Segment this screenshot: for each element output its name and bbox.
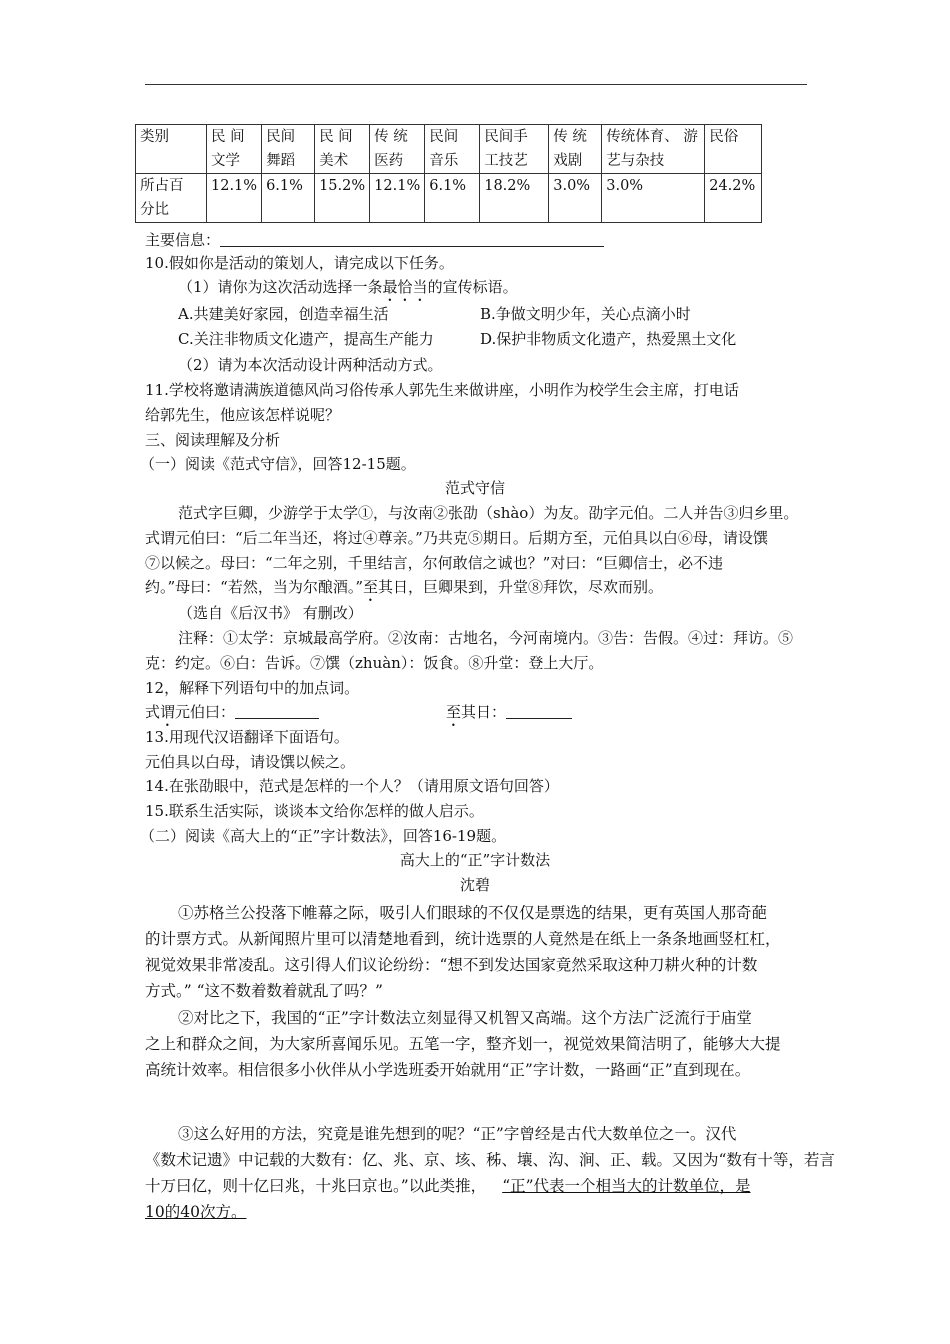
emphasis-text: 至 <box>446 703 462 721</box>
q10-stem: 10.假如你是活动的策划人，请完成以下任务。 <box>145 254 454 272</box>
passage1-text: 其日，巨卿果到，升堂⑧拜饮，尽欢而别。 <box>378 578 664 596</box>
main-info-line <box>145 229 604 251</box>
passage2-line <box>145 1201 246 1223</box>
table-cell: 6.1% <box>425 174 480 223</box>
q14: 14.在张劭眼中，范式是怎样的一个人？（请用原文语句回答） <box>145 777 559 795</box>
passage2-author: 沈碧 <box>459 876 490 894</box>
passage1-line: ⑦以候之。母曰：“二年之别，千里结言，尔何敢信之诚也？”对曰：“巨卿信士，必不违 <box>145 554 724 572</box>
passage2-line: 方式。” “这不数着数着就乱了吗？” <box>145 982 383 1000</box>
emphasis-text: 最恰当 <box>382 278 428 296</box>
q13-sentence: 元伯具以白母，请设馔以候之。 <box>145 753 356 771</box>
table-cell: 传 统 戏剧 <box>549 125 602 174</box>
q11-line1: 11.学校将邀请满族道德风尚习俗传承人郭先生来做讲座，小明作为校学生会主席，打电话 <box>145 381 739 399</box>
table-cell: 传 统 医药 <box>370 125 425 174</box>
main-info-label: 主要信息： <box>145 231 221 249</box>
q10-option-a: A.共建美好家园，创造幸福生活 <box>178 305 389 323</box>
passage2-line: 之上和群众之间，为大家所喜闻乐见。五笔一字，整齐划一，视觉效果简洁明了，能够大大提 <box>145 1035 781 1053</box>
q10-sub2: （2）请为本次活动设计两种活动方式。 <box>178 356 443 374</box>
passage2-line: 的计票方式。从新闻照片里可以清楚地看到，统计选票的人竟然是在纸上一条条地画竖杠杠， <box>145 930 781 948</box>
table-cell: 民俗 <box>705 125 762 174</box>
q15: 15.联系生活实际，谈谈本文给你怎样的做人启示。 <box>145 802 484 820</box>
q11-line2: 给郭先生，他应该怎样说呢？ <box>145 406 341 424</box>
part2-intro: （二）阅读《高大上的“正”字计数法》，回答16-19题。 <box>140 827 507 845</box>
q10-sub1-text: 的宣传标语。 <box>427 278 518 296</box>
q10-sub1 <box>178 276 518 305</box>
passage1-source: （选自《后汉书》 有删改） <box>178 604 363 622</box>
table-cell: 所占百 分比 <box>136 174 207 223</box>
header-rule <box>145 84 807 85</box>
passage1-note: 克：约定。⑥白：告诉。⑦馔（zhuàn）：饭食。⑧升堂：登上大厅。 <box>145 654 604 672</box>
part1-intro: （一）阅读《范式守信》，回答12-15题。 <box>140 455 416 473</box>
table-cell: 民 间 文学 <box>207 125 262 174</box>
table-cell: 民 间 美术 <box>315 125 370 174</box>
passage1-line: 式谓元伯曰：“后二年当还，将过④尊亲。”乃共克⑤期日。后期方至，元伯具以白⑥母，请设馔 <box>145 529 768 547</box>
passage1-text: 约。”母曰：“若然，当为尔酿酒。” <box>145 578 364 596</box>
passage2-title: 高大上的“正”字计数法 <box>399 851 551 869</box>
emphasis-text: 谓 <box>160 703 176 721</box>
category-table <box>135 124 762 223</box>
passage1-line: 范式字巨卿，少游学于太学①，与汝南②张劭（shào）为友。劭字元伯。二人并告③归乡里。 <box>178 504 799 522</box>
q10-option-c: C.关注非物质文化遗产，提高生产能力 <box>178 330 434 348</box>
q10-option-d: D.保护非物质文化遗产，热爱黑土文化 <box>480 330 737 348</box>
passage2-line: 《数术记遗》中记载的大数有：亿、兆、京、垓、秭、壤、沟、涧、正、载。又因为“数有十等，若言 <box>145 1151 835 1169</box>
table-cell: 民间手 工技艺 <box>480 125 549 174</box>
passage2-line: ③这么好用的方法，究竟是谁先想到的呢？“正”字曾经是古代大数单位之一。汉代 <box>178 1125 737 1143</box>
table-cell: 15.2% <box>315 174 370 223</box>
q12-text: 元伯曰： <box>175 703 236 721</box>
answer-blank[interactable] <box>220 232 604 247</box>
underlined-text: “正”代表一个相当大的计数单位，是 <box>502 1177 751 1195</box>
table-cell: 12.1% <box>370 174 425 223</box>
table-cell: 民间 音乐 <box>425 125 480 174</box>
q10-option-b: B.争做文明少年，关心点滴小时 <box>480 305 691 323</box>
underlined-text: 10的40次方。 <box>145 1203 247 1221</box>
table-cell: 类别 <box>136 125 207 174</box>
table-cell: 3.0% <box>549 174 602 223</box>
table-cell: 6.1% <box>262 174 315 223</box>
passage2-line: 高统计效率。相信很多小伙伴从小学选班委开始就用“正”字计数，一路画“正”直到现在。 <box>145 1061 751 1079</box>
table-row <box>136 174 762 223</box>
table-cell: 18.2% <box>480 174 549 223</box>
answer-blank[interactable] <box>235 704 319 719</box>
passage2-line: 视觉效果非常凌乱。这引得人们议论纷纷：“想不到发达国家竟然采取这种刀耕火种的计数 <box>145 956 758 974</box>
passage1-line <box>145 576 663 605</box>
table-cell: 12.1% <box>207 174 262 223</box>
q12-item-b <box>446 701 572 730</box>
table-row <box>136 125 762 174</box>
passage1-note: 注释：①太学：京城最高学府。②汝南：古地名，今河南境内。③告：告假。④过：拜访。⑤ <box>178 629 794 647</box>
passage2-line: ②对比之下，我国的“正”字计数法立刻显得又机智又高端。这个方法广泛流行于庙堂 <box>178 1009 752 1027</box>
passage1-title: 范式守信 <box>444 479 505 497</box>
passage2-text: 十万曰亿，则十亿曰兆，十兆曰京也。”以此类推， <box>145 1177 487 1195</box>
q12-text: 其日： <box>461 703 507 721</box>
q12-text: 式 <box>145 703 161 721</box>
table-cell: 传统体育、 游艺与杂技 <box>602 125 705 174</box>
q12-stem: 12，解释下列语句中的加点词。 <box>145 679 360 697</box>
emphasis-text: 至 <box>363 578 379 596</box>
table-cell: 民间 舞蹈 <box>262 125 315 174</box>
table-cell: 24.2% <box>705 174 762 223</box>
section-3-heading: 三、阅读理解及分析 <box>145 431 281 449</box>
answer-blank[interactable] <box>506 704 572 719</box>
q13-stem: 13.用现代汉语翻译下面语句。 <box>145 728 349 746</box>
passage2-line <box>145 1175 751 1197</box>
q10-sub1-text: （1）请你为这次活动选择一条 <box>178 278 383 296</box>
passage2-line: ①苏格兰公投落下帷幕之际，吸引人们眼球的不仅仅是票选的结果，更有英国人那奇葩 <box>178 904 768 922</box>
table-cell: 3.0% <box>602 174 705 223</box>
